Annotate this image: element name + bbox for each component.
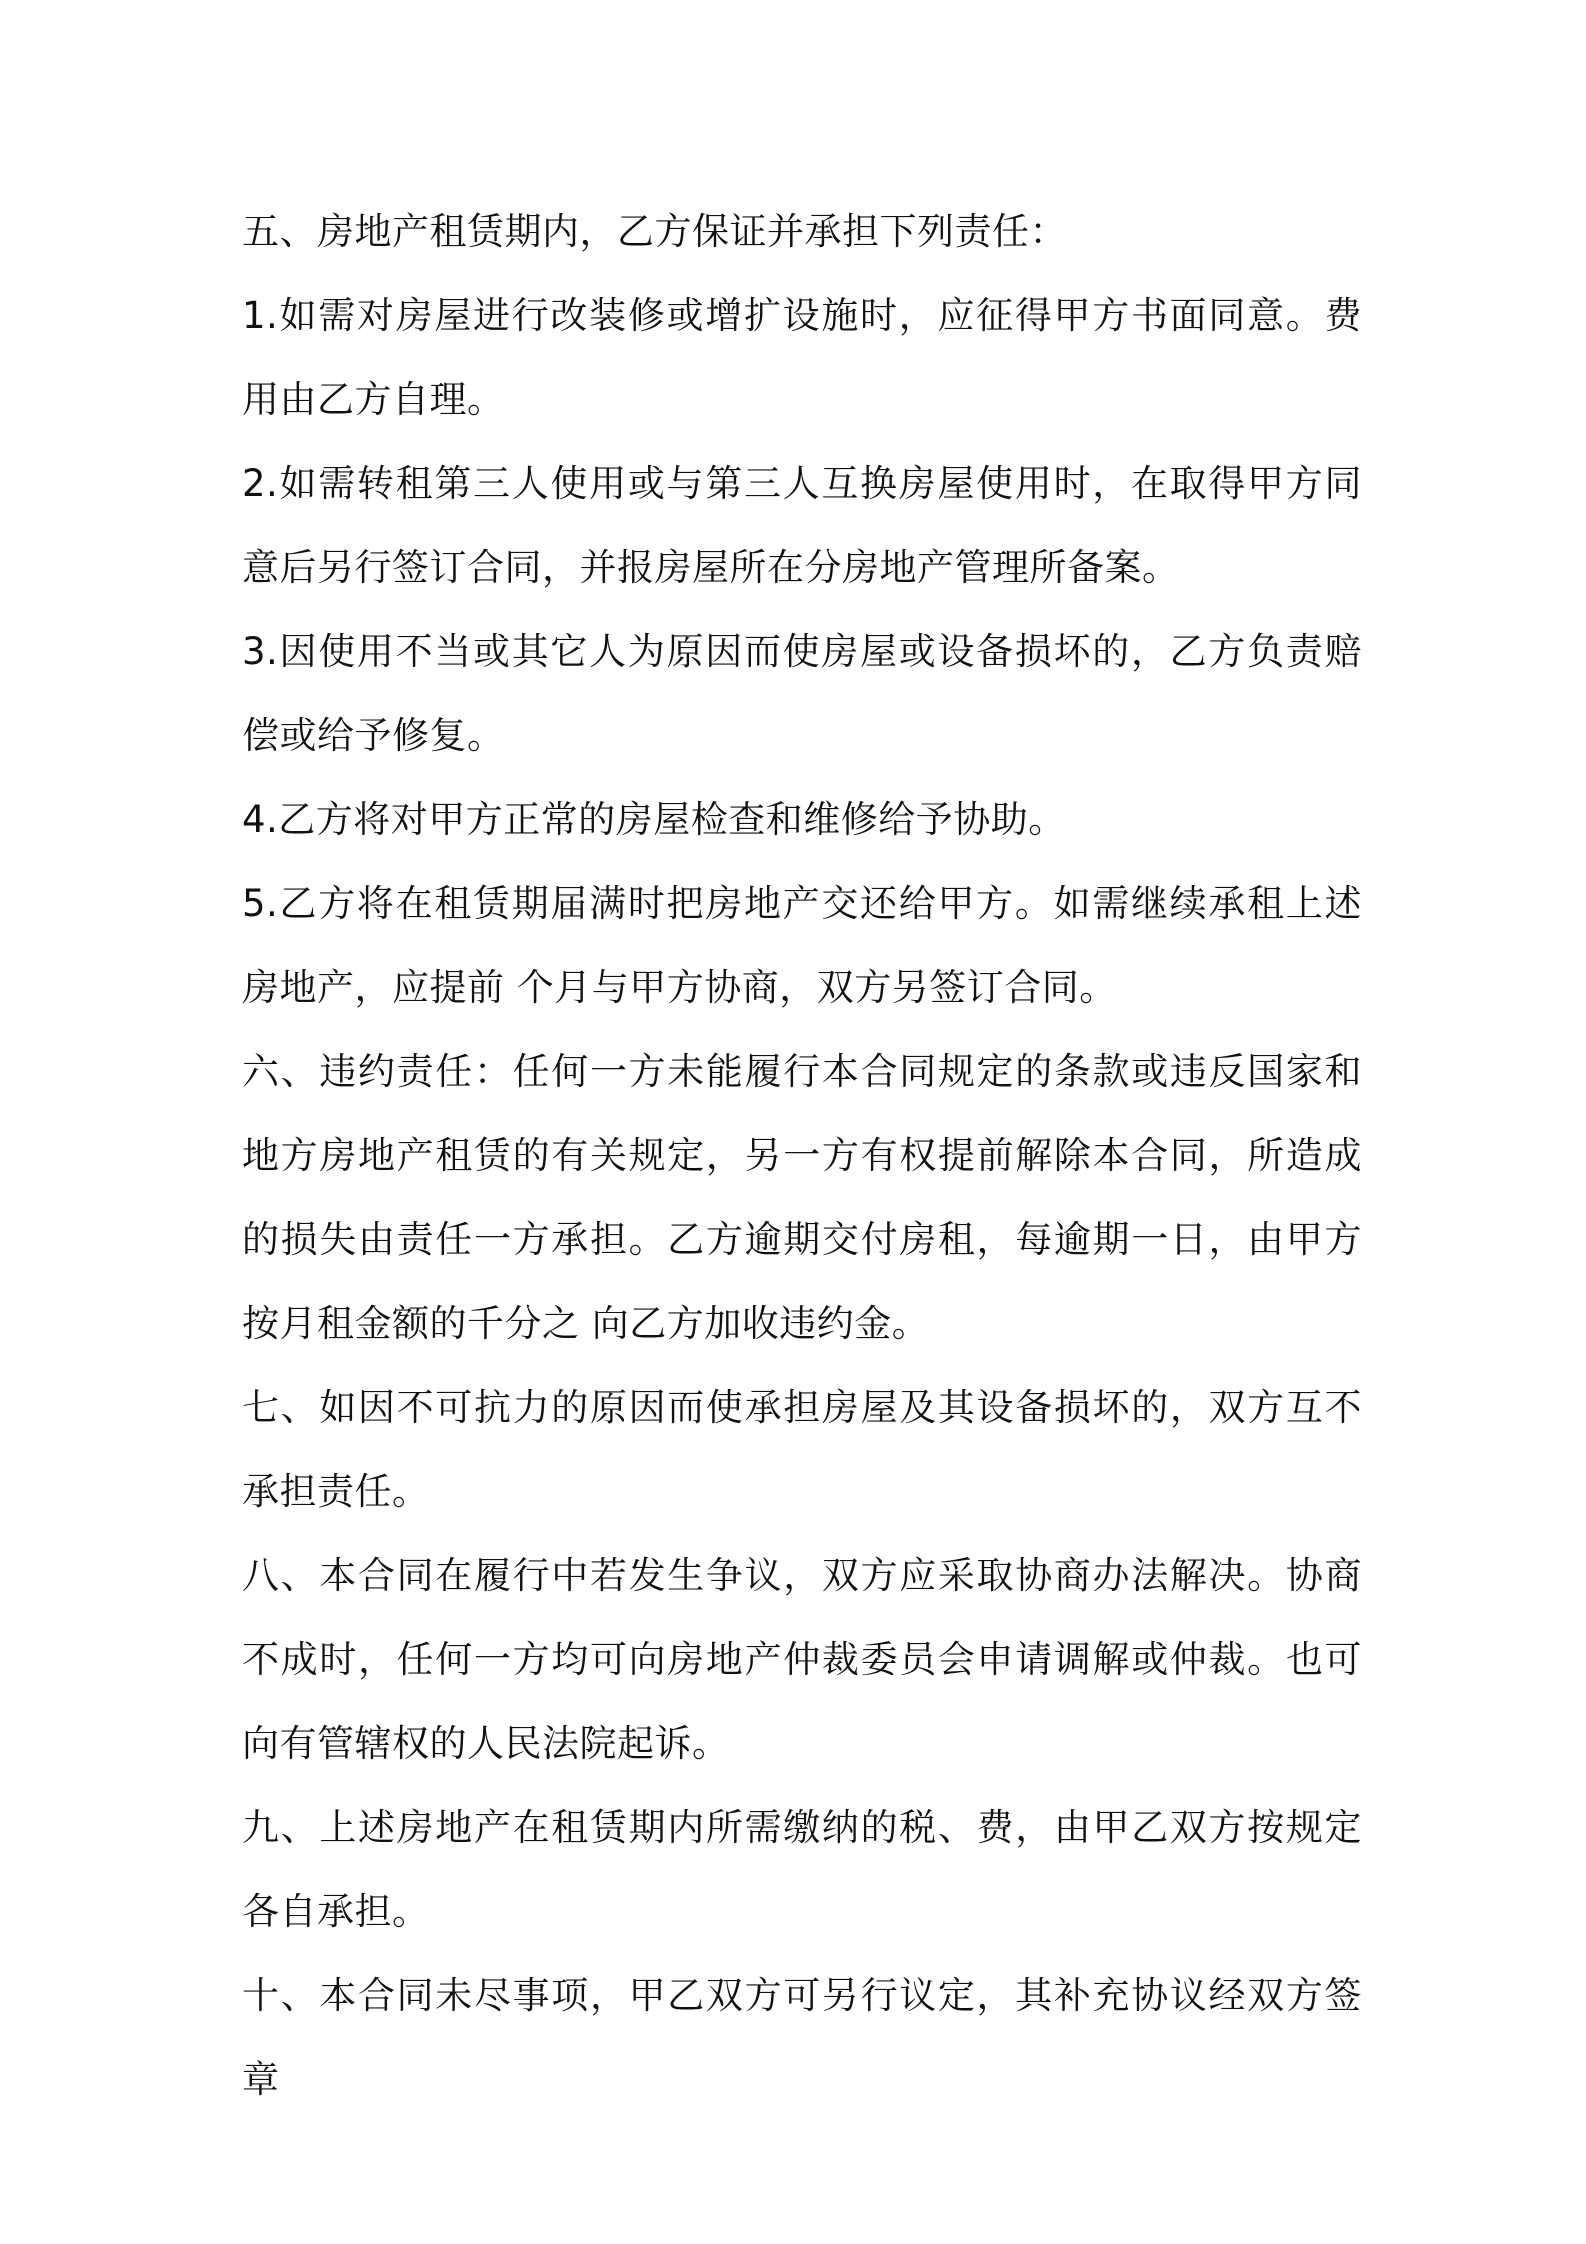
clause-ten: 十、本合同未尽事项，甲乙双方可另行议定，其补充协议经双方签章 [242, 1974, 1362, 2101]
clause-five-item-5: 5.乙方将在租赁期届满时把房地产交还给甲方。如需继续承租上述房地产，应提前 个月与甲方协商，双方另签订合同。 [242, 882, 1362, 1009]
clause-five-item-1: 1.如需对房屋进行改装修或增扩设施时，应征得甲方书面同意。费用由乙方自理。 [242, 294, 1362, 421]
clause-five-item-4: 4.乙方将对甲方正常的房屋检查和维修给予协助。 [242, 798, 1066, 841]
clause-nine: 九、上述房地产在租赁期内所需缴纳的税、费，由甲乙双方按规定各自承担。 [242, 1806, 1362, 1933]
clause-five-item-3: 3.因使用不当或其它人为原因而使房屋或设备损坏的，乙方负责赔偿或给予修复。 [242, 630, 1362, 757]
clause-five-item-2: 2.如需转租第三人使用或与第三人互换房屋使用时，在取得甲方同意后另行签订合同，并报房屋所在分房地产管理所备案。 [242, 462, 1362, 589]
clause-seven: 七、如因不可抗力的原因而使承担房屋及其设备损坏的，双方互不承担责任。 [242, 1386, 1362, 1513]
document-body [242, 190, 1362, 2122]
clause-five-heading: 五、房地产租赁期内，乙方保证并承担下列责任： [242, 210, 1067, 253]
clause-six: 六、违约责任：任何一方未能履行本合同规定的条款或违反国家和地方房地产租赁的有关规定，另一方有权提前解除本合同，所造成的损失由责任一方承担。乙方逾期交付房租，每逾期一日，由甲方按月租金额的千分之 向乙方加收违约金。 [242, 1050, 1362, 1345]
clause-eight: 八、本合同在履行中若发生争议，双方应采取协商办法解决。协商不成时，任何一方均可向房地产仲裁委员会申请调解或仲裁。也可向有管辖权的人民法院起诉。 [242, 1554, 1362, 1765]
